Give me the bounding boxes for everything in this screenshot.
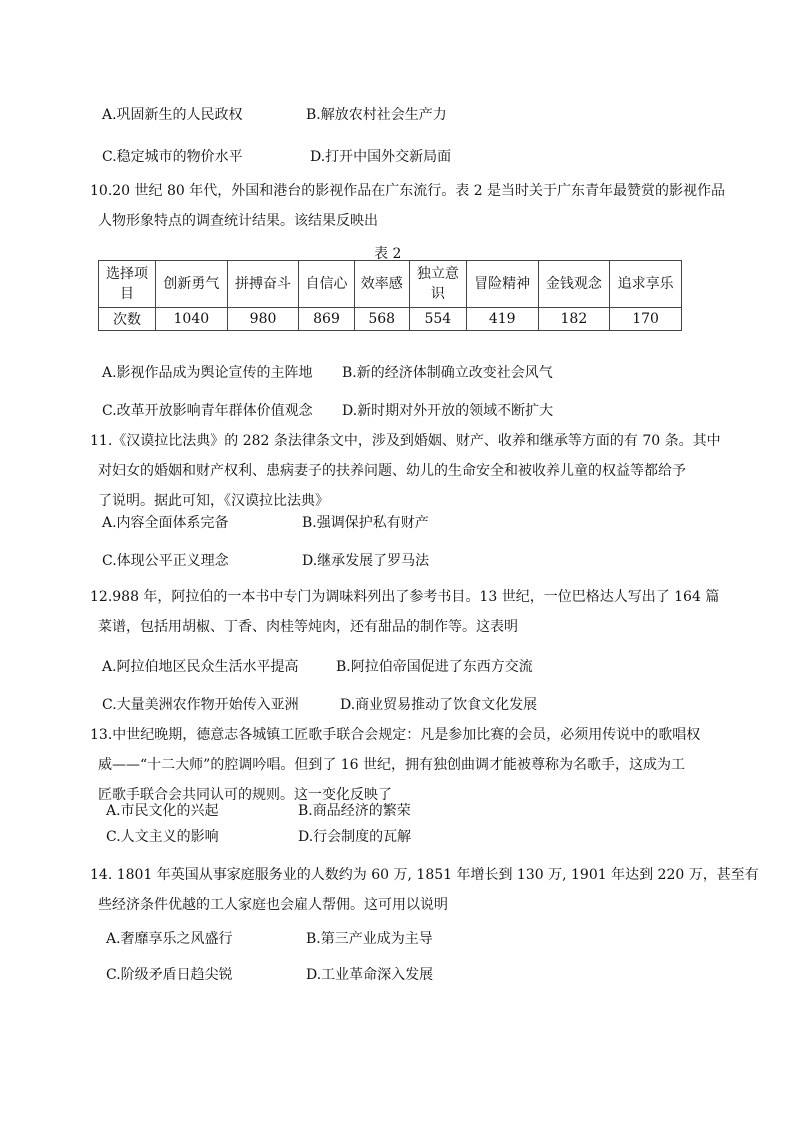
- q10-line-1: 10.20 世纪 80 年代，外国和港台的影视作品在广东流行。表 2 是当时关于广东青年最赞赏的影视作品: [90, 183, 726, 199]
- q14-option-d: D.工业革命深入发展: [306, 967, 434, 983]
- q14-line-1: 14. 1801 年英国从事家庭服务业的人数约为 60 万, 1851 年增长到 130 万, 1901 年达到 220 万，甚至有: [90, 867, 759, 883]
- table-cell: 182: [538, 308, 610, 331]
- table-value-row: [99, 308, 682, 331]
- q10-option-c: C.改革开放影响青年群体价值观念: [102, 403, 313, 419]
- q14-stem: [90, 860, 759, 920]
- q9-option-a: A.巩固新生的人民政权: [102, 107, 243, 123]
- q13-option-a: A.市民文化的兴起: [106, 803, 219, 819]
- table-caption: 表 2: [374, 246, 402, 262]
- table-col-1: 创新勇气: [156, 261, 228, 308]
- q10-option-a: A.影视作品成为舆论宣传的主阵地: [102, 365, 313, 381]
- q12-option-a: A.阿拉伯地区民众生活水平提高: [102, 659, 299, 675]
- q14-option-a: A.奢靡享乐之风盛行: [106, 931, 233, 947]
- q13-line-1: 13.中世纪晚期，德意志各城镇工匠歌手联合会规定：凡是参加比赛的会员，必须用传说中的歌唱权: [90, 727, 701, 743]
- q13-stem: [90, 720, 730, 810]
- survey-table: [98, 260, 682, 331]
- q14-option-b: B.第三产业成为主导: [306, 931, 433, 947]
- table-header-label: 选择项目: [99, 261, 156, 308]
- q12-stem: [90, 582, 730, 642]
- table-cell: 554: [409, 308, 466, 331]
- q12-option-b: B.阿拉伯帝国促进了东西方交流: [336, 659, 533, 675]
- table-cell: 1040: [156, 308, 228, 331]
- q12-line-2: 菜谱，包括用胡椒、丁香、肉桂等炖肉，还有甜品的制作等。这表明: [98, 619, 518, 635]
- q10-stem: [90, 176, 730, 236]
- q11-option-d: D.继承发展了罗马法: [302, 553, 430, 569]
- table-cell: 568: [354, 308, 409, 331]
- table-cell: 170: [610, 308, 682, 331]
- q12-option-d: D.商业贸易推动了饮食文化发展: [340, 697, 538, 713]
- q10-option-d: D.新时期对外开放的领域不断扩大: [342, 403, 554, 419]
- q10-option-b: B.新的经济体制确立改变社会风气: [342, 365, 553, 381]
- table-col-4: 效率感: [354, 261, 409, 308]
- q11-line-3: 了说明。据此可知，《汉谟拉比法典》: [98, 493, 329, 509]
- table-header-row: [99, 261, 682, 308]
- q13-line-3: 匠歌手联合会共同认可的规则。这一变化反映了: [98, 787, 392, 803]
- q11-option-c: C.体现公平正义理念: [102, 553, 229, 569]
- q11-line-2: 对妇女的婚姻和财产权利、患病妻子的扶养问题、幼儿的生命安全和被收养儿童的权益等都给予: [98, 463, 686, 479]
- q13-option-b: B.商品经济的繁荣: [298, 803, 411, 819]
- table-col-5: 独立意识: [409, 261, 466, 308]
- table-col-3: 自信心: [299, 261, 354, 308]
- q10-line-2: 人物形象特点的调查统计结果。该结果反映出: [98, 213, 378, 229]
- q14-line-2: 些经济条件优越的工人家庭也会雇人帮佣。这可用以说明: [98, 897, 448, 913]
- q12-option-c: C.大量美洲农作物开始传入亚洲: [102, 697, 299, 713]
- q9-option-b: B.解放农村社会生产力: [306, 107, 447, 123]
- q11-option-a: A.内容全面体系完备: [102, 515, 229, 531]
- q13-line-2: 威——“十二大师”的腔调吟唱。但到了 16 世纪，拥有独创曲调才能被尊称为名歌手，这成为工: [98, 757, 686, 773]
- q11-line-1: 11.《汉谟拉比法典》的 282 条法律条文中，涉及到婚姻、财产、收养和继承等方面的有 70 条。其中: [90, 433, 721, 449]
- q12-line-1: 12.988 年，阿拉伯的一本书中专门为调味料列出了参考书目。13 世纪，一位巴格达人写出了 164 篇: [90, 589, 720, 605]
- q13-option-d: D.行会制度的瓦解: [298, 829, 412, 845]
- q13-option-c: C.人文主义的影响: [106, 829, 219, 845]
- table-col-7: 金钱观念: [538, 261, 610, 308]
- q9-option-d: D.打开中国外交新局面: [310, 149, 452, 165]
- q11-option-b: B.强调保护私有财产: [302, 515, 429, 531]
- table-cell: 980: [227, 308, 299, 331]
- table-row-label: 次数: [99, 308, 156, 331]
- table-col-2: 拼搏奋斗: [227, 261, 299, 308]
- table-cell: 869: [299, 308, 354, 331]
- table-cell: 419: [466, 308, 538, 331]
- q9-option-c: C.稳定城市的物价水平: [102, 149, 243, 165]
- q14-option-c: C.阶级矛盾日趋尖锐: [106, 967, 233, 983]
- q11-stem: [90, 426, 730, 516]
- table-col-8: 追求享乐: [610, 261, 682, 308]
- table-col-6: 冒险精神: [466, 261, 538, 308]
